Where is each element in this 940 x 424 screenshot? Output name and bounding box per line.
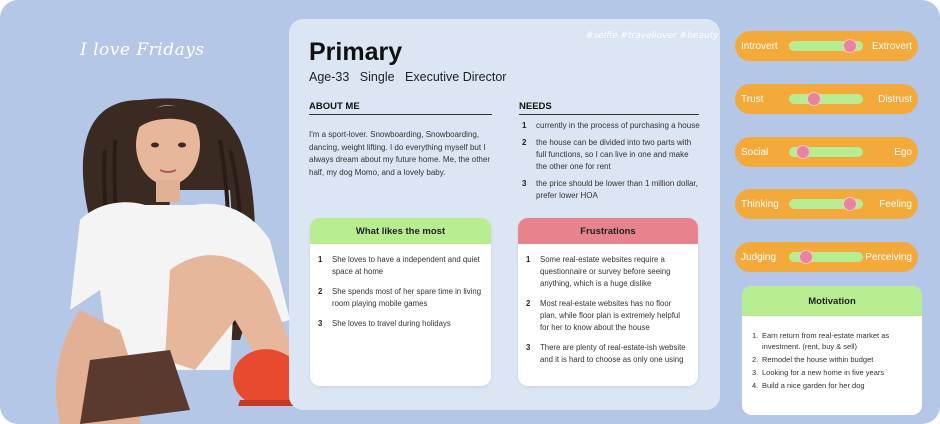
list-item: 3 the price should be lower than 1 million dollar, prefer lower HOA (522, 179, 698, 200)
trait-thinking-feeling (735, 189, 918, 219)
persona-name: Primary (309, 38, 403, 66)
list-item: 3 There are plenty of real-estate-ish website and it is hard to choose as only one using (526, 343, 686, 364)
trait-slider-track[interactable] (789, 94, 863, 104)
list-item: 4. Build a nice garden for her dog (752, 381, 865, 390)
hashtags: #selfie #travellover #beauty (586, 31, 719, 41)
list-item: 2. Remodel the house within budget (752, 355, 874, 364)
trait-left-label: Social (741, 146, 769, 158)
trait-right-label: Perceiving (865, 251, 912, 263)
trait-slider-knob[interactable] (799, 250, 813, 264)
persona-photo (20, 70, 320, 424)
needs-list (522, 120, 700, 207)
trait-right-label: Distrust (878, 93, 912, 105)
persona-status: Single (359, 70, 395, 84)
trait-right-label: Ego (894, 146, 912, 158)
motivation-title: Motivation (742, 286, 922, 316)
persona-age: Age-33 (309, 70, 350, 84)
trait-social-ego (735, 137, 918, 167)
trait-slider-knob[interactable] (843, 39, 857, 53)
trait-slider-knob[interactable] (807, 92, 821, 106)
about-title: ABOUT ME (309, 101, 492, 115)
trait-left-label: Trust (741, 93, 764, 105)
list-item: 3. Looking for a new home in five years (752, 368, 885, 377)
tagline: I love Fridays (80, 40, 205, 60)
likes-card (310, 218, 491, 386)
trait-right-label: Feeling (879, 198, 912, 210)
trait-slider-track[interactable] (789, 252, 863, 262)
about-text: I'm a sport-lover. Snowboarding, Snowboarding, dancing, weight lifting. I do everything myself but I always dream about my future home. Me, the other half, my dog Momo, and a lovely baby. (309, 130, 490, 177)
trait-right-label: Extrovert (871, 40, 912, 52)
frustrations-title: Frustrations (518, 218, 698, 244)
list-item: 2 Most real-estate websites has no floor plan, while floor plan is extremely helpful for her to know about the house (526, 299, 680, 332)
persona-role: Executive Director (405, 70, 507, 84)
persona-illustration (20, 70, 320, 424)
trait-trust-distrust (735, 84, 918, 114)
trait-slider-knob[interactable] (843, 197, 857, 211)
list-item: 2 the house can be divided into two parts with full functions, so I can live in one and make the other one for rent (522, 138, 692, 171)
trait-slider-track[interactable] (789, 41, 863, 51)
list-item: 3 She loves to travel during holidays (318, 319, 451, 328)
likes-list (310, 244, 491, 330)
list-item: 1. Earn return from real-estate market as investment. (rent, buy & sell) (752, 331, 890, 351)
list-item: 2 She spends most of her spare time in living room playing mobile games (318, 287, 482, 308)
list-item: 1 currently in the process of purchasing a house (522, 121, 700, 130)
needs-title: NEEDS (519, 101, 699, 115)
motivation-card (742, 286, 922, 415)
frustrations-card (518, 218, 698, 386)
frustrations-list (518, 244, 698, 366)
trait-left-label: Thinking (741, 198, 779, 210)
likes-title: What likes the most (310, 218, 491, 244)
list-item: 1 She loves to have a independent and quiet space at home (318, 255, 480, 276)
list-item: 1 Some real-estate websites require a questionnaire or survey before seeing anything, which is a huge dislike (526, 255, 671, 288)
trait-slider-track[interactable] (789, 147, 863, 157)
trait-judging-perceiving (735, 242, 918, 272)
motivation-list (742, 316, 922, 391)
persona-meta (309, 70, 513, 84)
trait-introvert-extrovert (735, 31, 918, 61)
trait-left-label: Introvert (741, 40, 778, 52)
trait-left-label: Judging (741, 251, 777, 263)
trait-slider-knob[interactable] (796, 145, 810, 159)
trait-slider-track[interactable] (789, 199, 863, 209)
